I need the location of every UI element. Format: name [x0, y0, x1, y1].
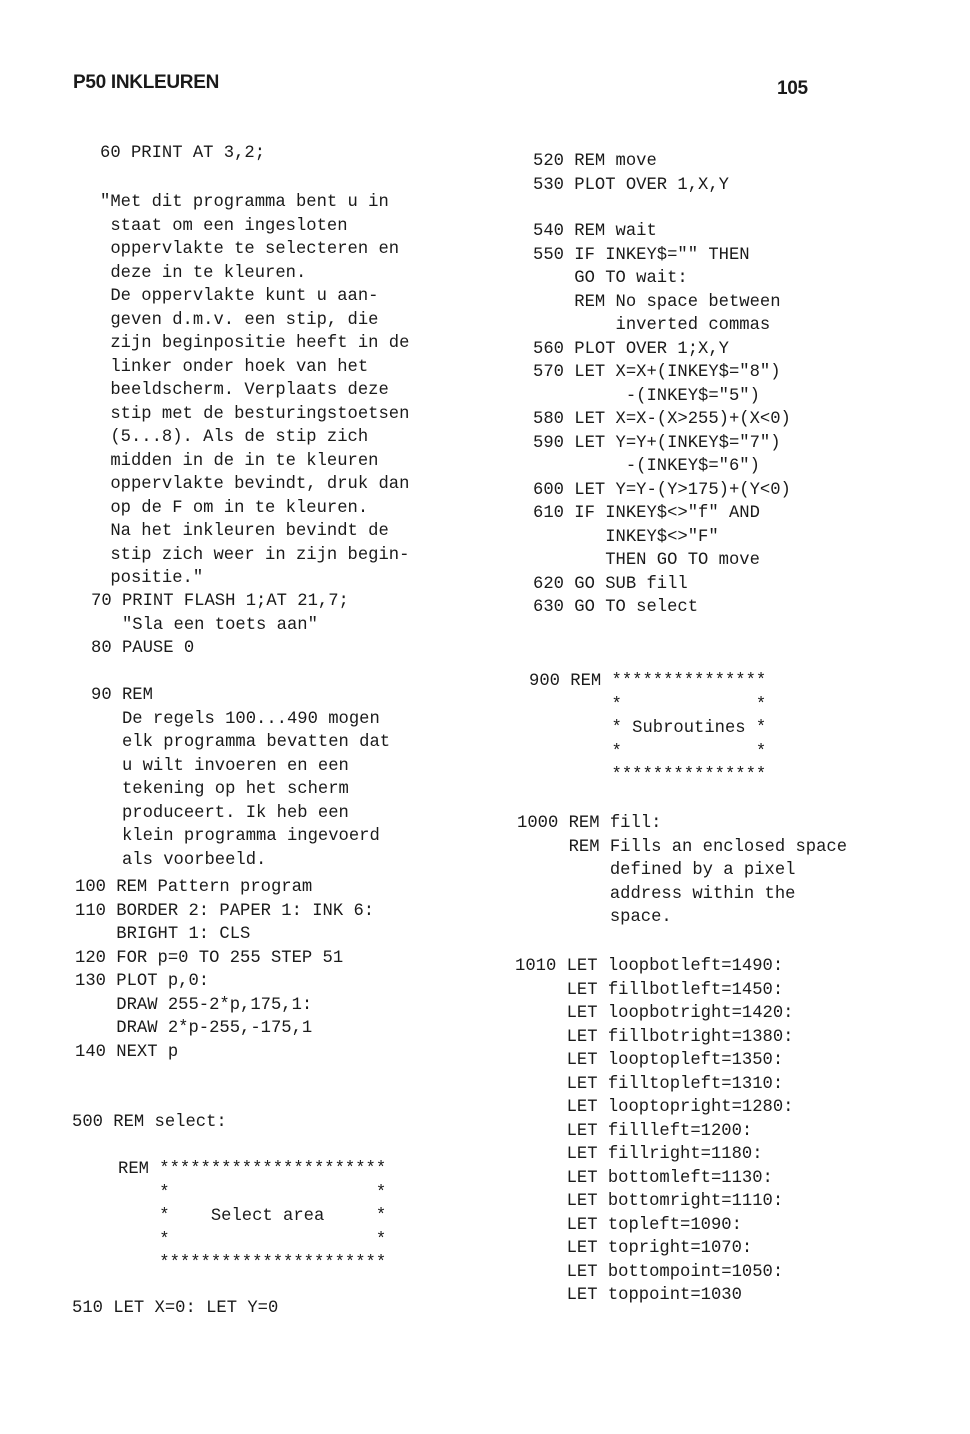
code-line: midden in de in te kleuren — [100, 451, 379, 471]
code-block — [91, 590, 349, 661]
code-line: LET bottomleft=1130: — [515, 1168, 773, 1188]
code-block — [91, 684, 390, 872]
code-block — [515, 955, 793, 1308]
code-block — [517, 812, 847, 930]
code-line: defined by a pixel — [517, 861, 796, 880]
code-line: 1000 REM fill: — [517, 814, 662, 833]
code-line: 590 LET Y=Y+(INKEY$="7") — [533, 433, 781, 453]
code-block — [533, 220, 791, 620]
code-line: REM Fills an enclosed space — [517, 837, 848, 857]
code-line: stip met de besturingstoetsen — [100, 404, 410, 424]
code-line: 90 REM — [91, 686, 153, 705]
code-line: LET toppoint=1030 — [515, 1286, 742, 1305]
code-line: BRIGHT 1: CLS — [75, 925, 251, 944]
code-line: u wilt invoeren en een — [91, 756, 349, 776]
code-line: LET looptopleft=1350: — [515, 1051, 784, 1070]
section-title: P50 INKLEUREN — [73, 72, 220, 93]
code-line: LET fillbotright=1380: — [515, 1027, 794, 1047]
code-line: LET topleft=1090: — [515, 1215, 742, 1235]
code-line: 540 REM wait — [533, 222, 657, 241]
code-line: positie." — [100, 569, 204, 588]
code-line: LET fillbotleft=1450: — [515, 980, 784, 1000]
code-line: * * — [118, 1183, 387, 1203]
code-line: zijn beginpositie heeft in de — [100, 334, 410, 353]
code-line: * Subroutines * — [529, 719, 767, 738]
code-line: 560 PLOT OVER 1;X,Y — [533, 339, 729, 359]
code-line: 500 REM select: — [72, 1113, 227, 1132]
code-line: geven d.m.v. een stip, die — [100, 310, 379, 330]
code-line: *************** — [529, 766, 767, 785]
code-line: LET loopbotright=1420: — [515, 1004, 794, 1023]
code-line: "Met dit programma bent u in — [100, 193, 389, 212]
code-line: LET topright=1070: — [515, 1239, 753, 1258]
code-block — [529, 670, 766, 788]
code-line: * * — [118, 1230, 387, 1250]
code-line: beeldscherm. Verplaats deze — [100, 381, 389, 400]
code-line: 520 REM move — [533, 152, 657, 171]
code-line: 580 LET X=X-(X>255)+(X<0) — [533, 410, 791, 429]
code-block — [100, 191, 409, 591]
code-line: 550 IF INKEY$="" THEN — [533, 245, 750, 265]
code-block — [75, 876, 374, 1064]
code-line: REM No space between — [533, 292, 781, 312]
code-line: LET bottomright=1110: — [515, 1192, 784, 1211]
code-line: DRAW 255-2*p,175,1: — [75, 995, 313, 1015]
code-line: 620 GO SUB fill — [533, 574, 688, 594]
code-line: elk programma bevatten dat — [91, 733, 391, 752]
code-line: Na het inkleuren bevindt de — [100, 522, 389, 541]
page-number: 105 — [777, 78, 808, 99]
code-line: inverted commas — [533, 316, 771, 335]
code-line: 570 LET X=X+(INKEY$="8") — [533, 363, 781, 382]
code-line: 900 REM *************** — [529, 672, 767, 691]
code-line: REM ********************** — [118, 1160, 387, 1179]
code-line: (5...8). Als de stip zich — [100, 428, 369, 447]
code-line: 120 FOR p=0 TO 255 STEP 51 — [75, 948, 344, 968]
code-line: "Sla een toets aan" — [91, 615, 318, 635]
code-block — [72, 1297, 278, 1321]
code-line: 60 PRINT AT 3,2; — [100, 144, 266, 163]
code-line: 140 NEXT p — [75, 1042, 179, 1062]
code-line: * Select area * — [118, 1207, 387, 1226]
code-line: space. — [517, 908, 672, 927]
code-line: 100 REM Pattern program — [75, 878, 313, 897]
code-line: GO TO wait: — [533, 269, 688, 288]
code-line: als voorbeeld. — [91, 850, 267, 870]
code-line: klein programma ingevoerd — [91, 827, 380, 846]
code-line: LET looptopright=1280: — [515, 1098, 794, 1117]
code-line: stip zich weer in zijn begin- — [100, 545, 410, 565]
code-line: ********************** — [118, 1254, 387, 1273]
code-line: linker onder hoek van het — [100, 357, 369, 377]
code-line: staat om een ingesloten — [100, 216, 348, 236]
code-line: LET filltopleft=1310: — [515, 1074, 784, 1094]
code-line: -(INKEY$="6") — [533, 457, 760, 476]
code-block — [533, 150, 729, 197]
code-line: * * — [529, 742, 767, 762]
code-line: 70 PRINT FLASH 1;AT 21,7; — [91, 592, 349, 611]
code-line: LET fillright=1180: — [515, 1145, 763, 1164]
code-line: address within the — [517, 884, 796, 904]
code-line: oppervlakte bevindt, druk dan — [100, 475, 410, 494]
code-line: De oppervlakte kunt u aan- — [100, 287, 379, 306]
code-line: 110 BORDER 2: PAPER 1: INK 6: — [75, 901, 375, 921]
code-line: oppervlakte te selecteren en — [100, 240, 400, 259]
code-block — [100, 142, 265, 166]
code-line: DRAW 2*p-255,-175,1 — [75, 1019, 313, 1038]
code-line: deze in te kleuren. — [100, 263, 307, 283]
code-line: * * — [529, 695, 767, 715]
code-line: 600 LET Y=Y-(Y>175)+(Y<0) — [533, 480, 791, 500]
code-block — [72, 1111, 227, 1135]
code-line: 510 LET X=0: LET Y=0 — [72, 1299, 279, 1318]
code-line: INKEY$<>"F" — [533, 527, 719, 547]
code-line: tekening op het scherm — [91, 780, 349, 799]
code-line: 80 PAUSE 0 — [91, 639, 195, 658]
code-line: produceert. Ik heb een — [91, 803, 349, 823]
code-line: De regels 100...490 mogen — [91, 709, 380, 729]
code-line: -(INKEY$="5") — [533, 386, 760, 406]
code-line: 130 PLOT p,0: — [75, 972, 210, 991]
code-line: 530 PLOT OVER 1,X,Y — [533, 175, 729, 195]
code-line: LET fillleft=1200: — [515, 1121, 753, 1141]
code-line: 610 IF INKEY$<>"f" AND — [533, 504, 760, 523]
code-line: THEN GO TO move — [533, 551, 760, 570]
code-line: 630 GO TO select — [533, 598, 699, 617]
code-block — [118, 1158, 386, 1276]
code-line: op de F om in te kleuren. — [100, 498, 369, 518]
code-line: LET bottompoint=1050: — [515, 1262, 784, 1282]
code-line: 1010 LET loopbotleft=1490: — [515, 957, 784, 976]
